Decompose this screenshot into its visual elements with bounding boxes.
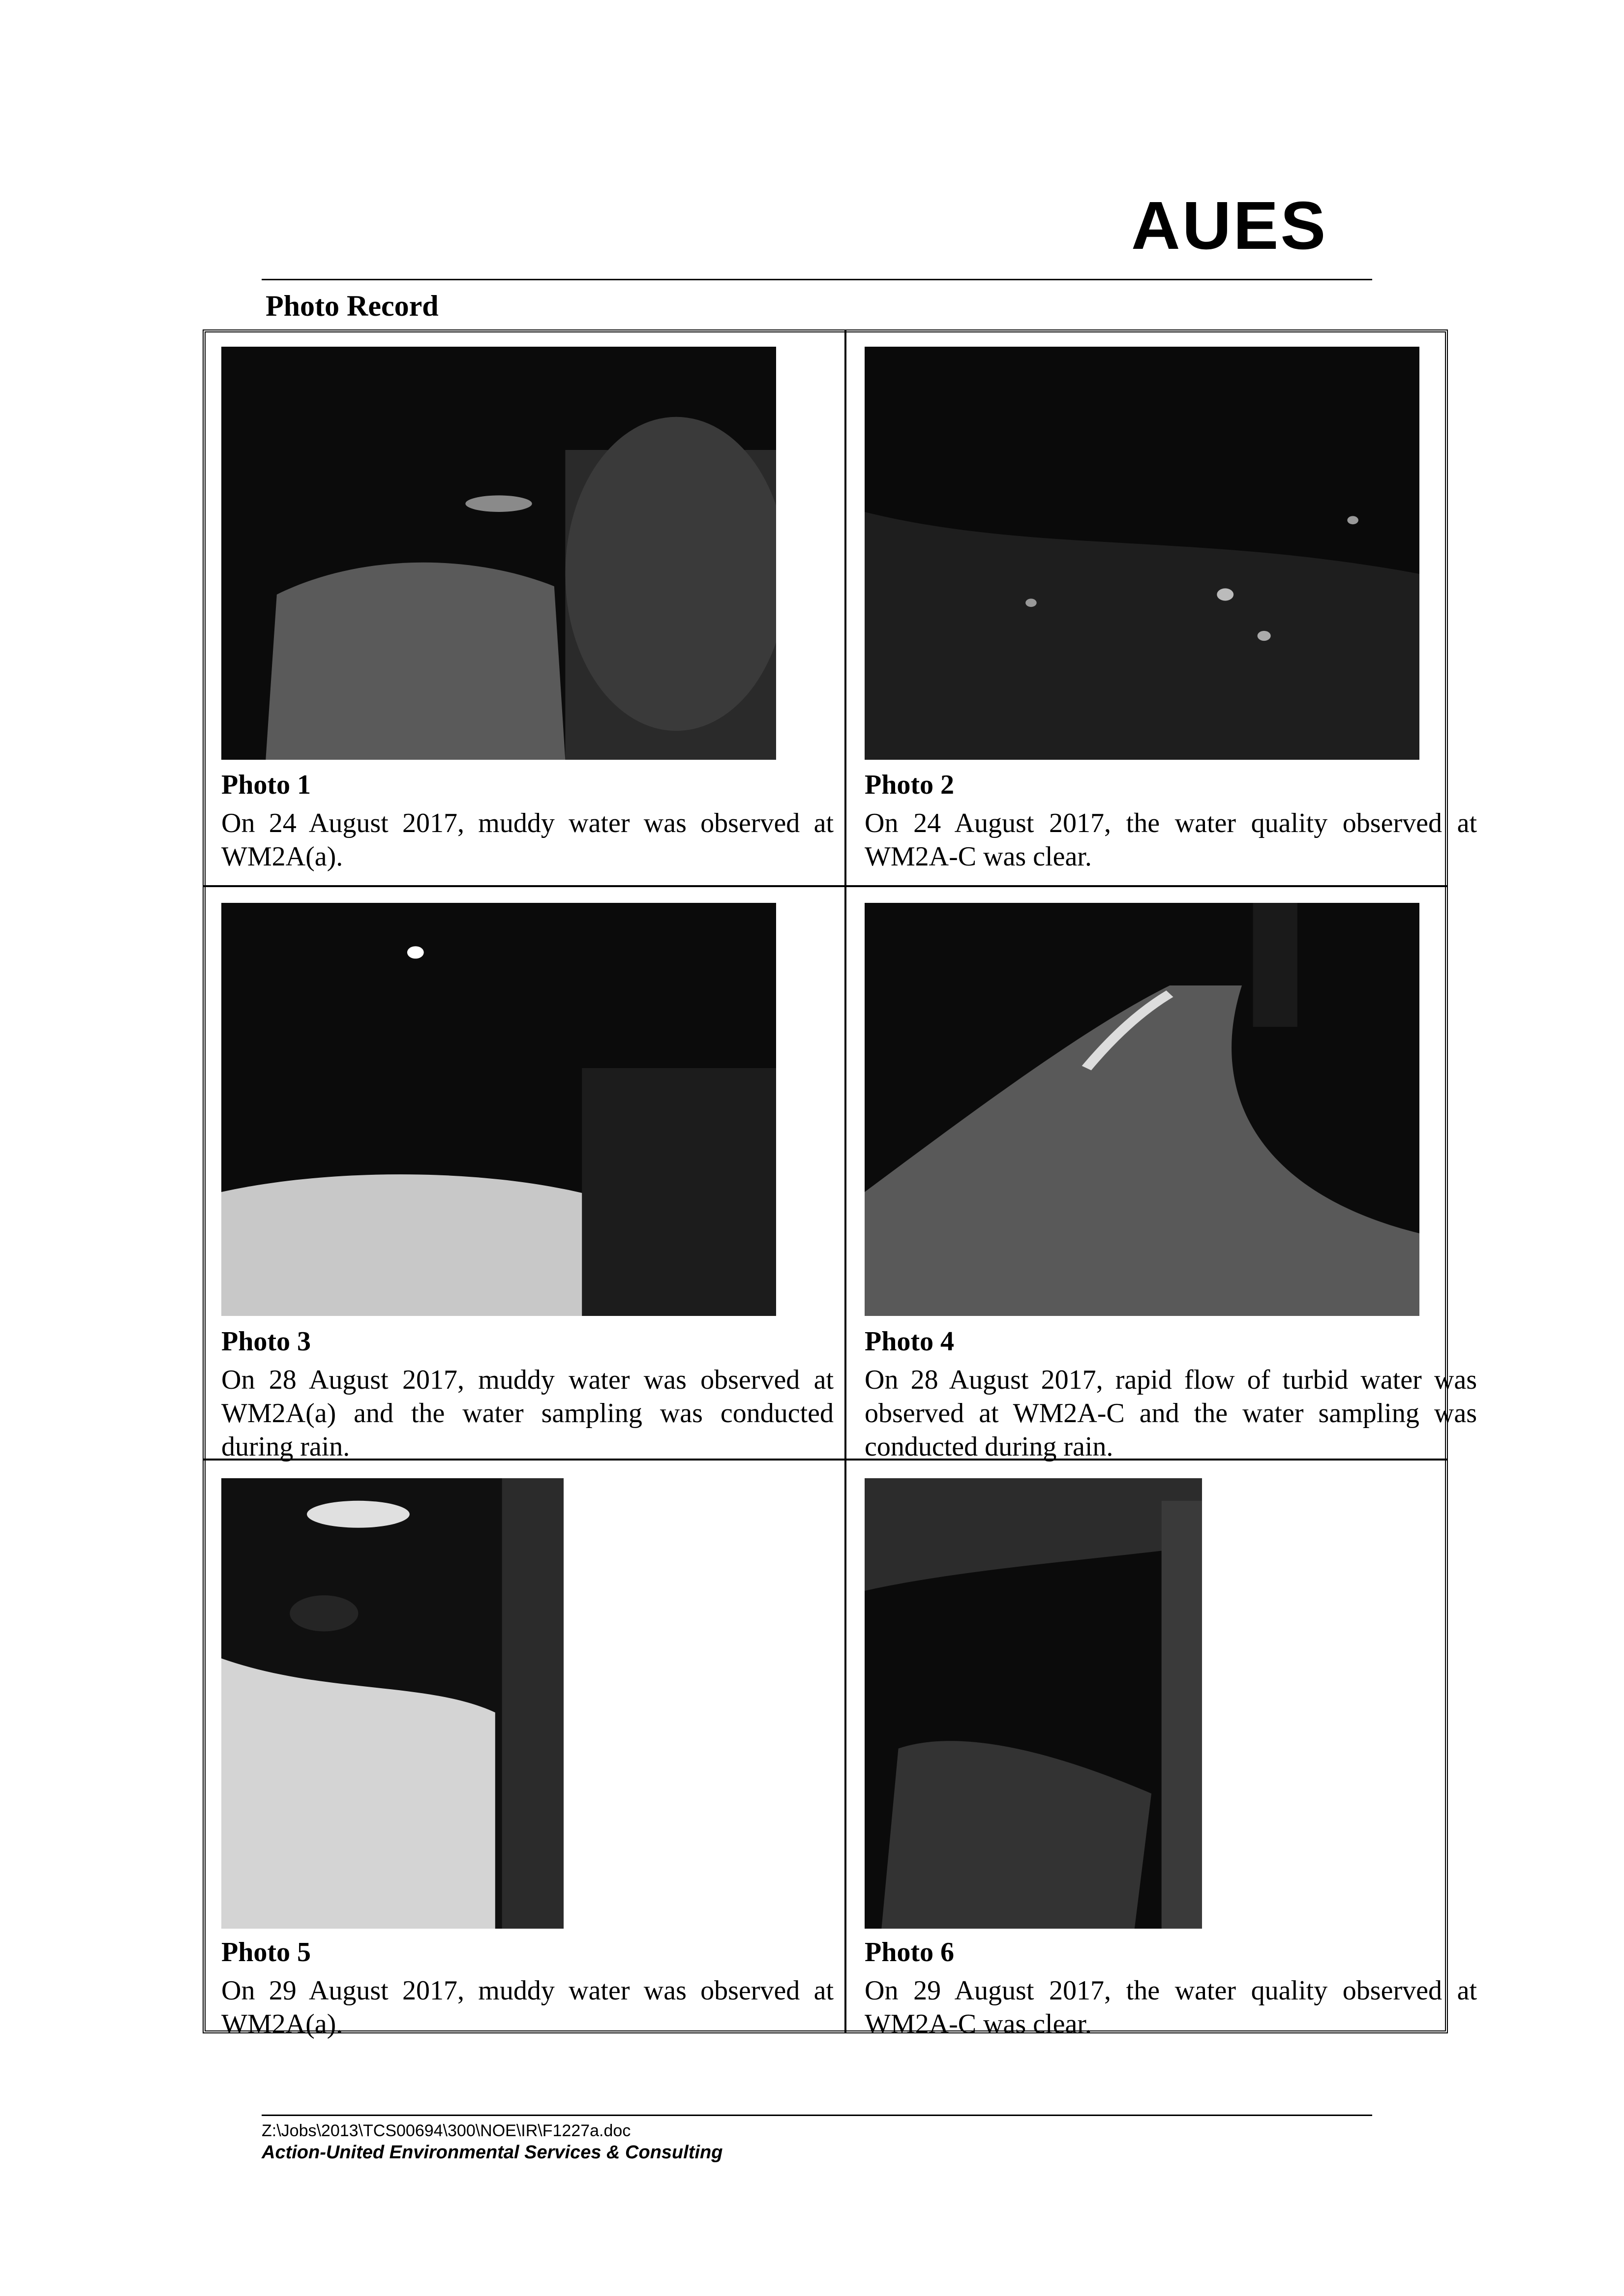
photo-4-caption: On 28 August 2017, rapid flow of turbid water was observed at WM2A-C and the water sampling was conducted during rain. xyxy=(865,1365,1477,1462)
photo-5-image xyxy=(221,1478,564,1929)
photo-3-caption: On 28 August 2017, muddy water was observed at WM2A(a) and the water sampling was conducted during rain. xyxy=(221,1365,834,1462)
footer-rule xyxy=(262,2115,1372,2116)
photo-4-image xyxy=(865,903,1419,1316)
header-rule xyxy=(262,279,1372,280)
table-column-divider xyxy=(844,329,846,2033)
photo-6-image xyxy=(865,1478,1202,1929)
page-title: Photo Record xyxy=(266,290,439,322)
photo-2-caption: On 24 August 2017, the water quality observed at WM2A-C was clear. xyxy=(865,808,1477,872)
company-logo: AUES xyxy=(1131,188,1328,264)
photo-4-title: Photo 4 xyxy=(865,1326,954,1357)
photo-2-title: Photo 2 xyxy=(865,770,954,800)
photo-3-image xyxy=(221,903,776,1316)
photo-6-caption: On 29 August 2017, the water quality observed at WM2A-C was clear. xyxy=(865,1975,1477,2039)
photo-1-image xyxy=(221,347,776,760)
photo-3-title: Photo 3 xyxy=(221,1326,311,1357)
table-row-divider xyxy=(203,885,1448,887)
photo-5-title: Photo 5 xyxy=(221,1937,311,1968)
photo-6-title: Photo 6 xyxy=(865,1937,954,1968)
photo-1-title: Photo 1 xyxy=(221,770,311,800)
photo-2-image xyxy=(865,347,1419,760)
photo-5-caption: On 29 August 2017, muddy water was observed at WM2A(a). xyxy=(221,1975,834,2039)
footer-file-path: Z:\Jobs\2013\TCS00694\300\NOE\IR\F1227a.doc xyxy=(262,2121,631,2140)
photo-1-caption: On 24 August 2017, muddy water was observed at WM2A(a). xyxy=(221,808,834,872)
footer-company-name: Action-United Environmental Services & Consulting xyxy=(262,2142,723,2163)
